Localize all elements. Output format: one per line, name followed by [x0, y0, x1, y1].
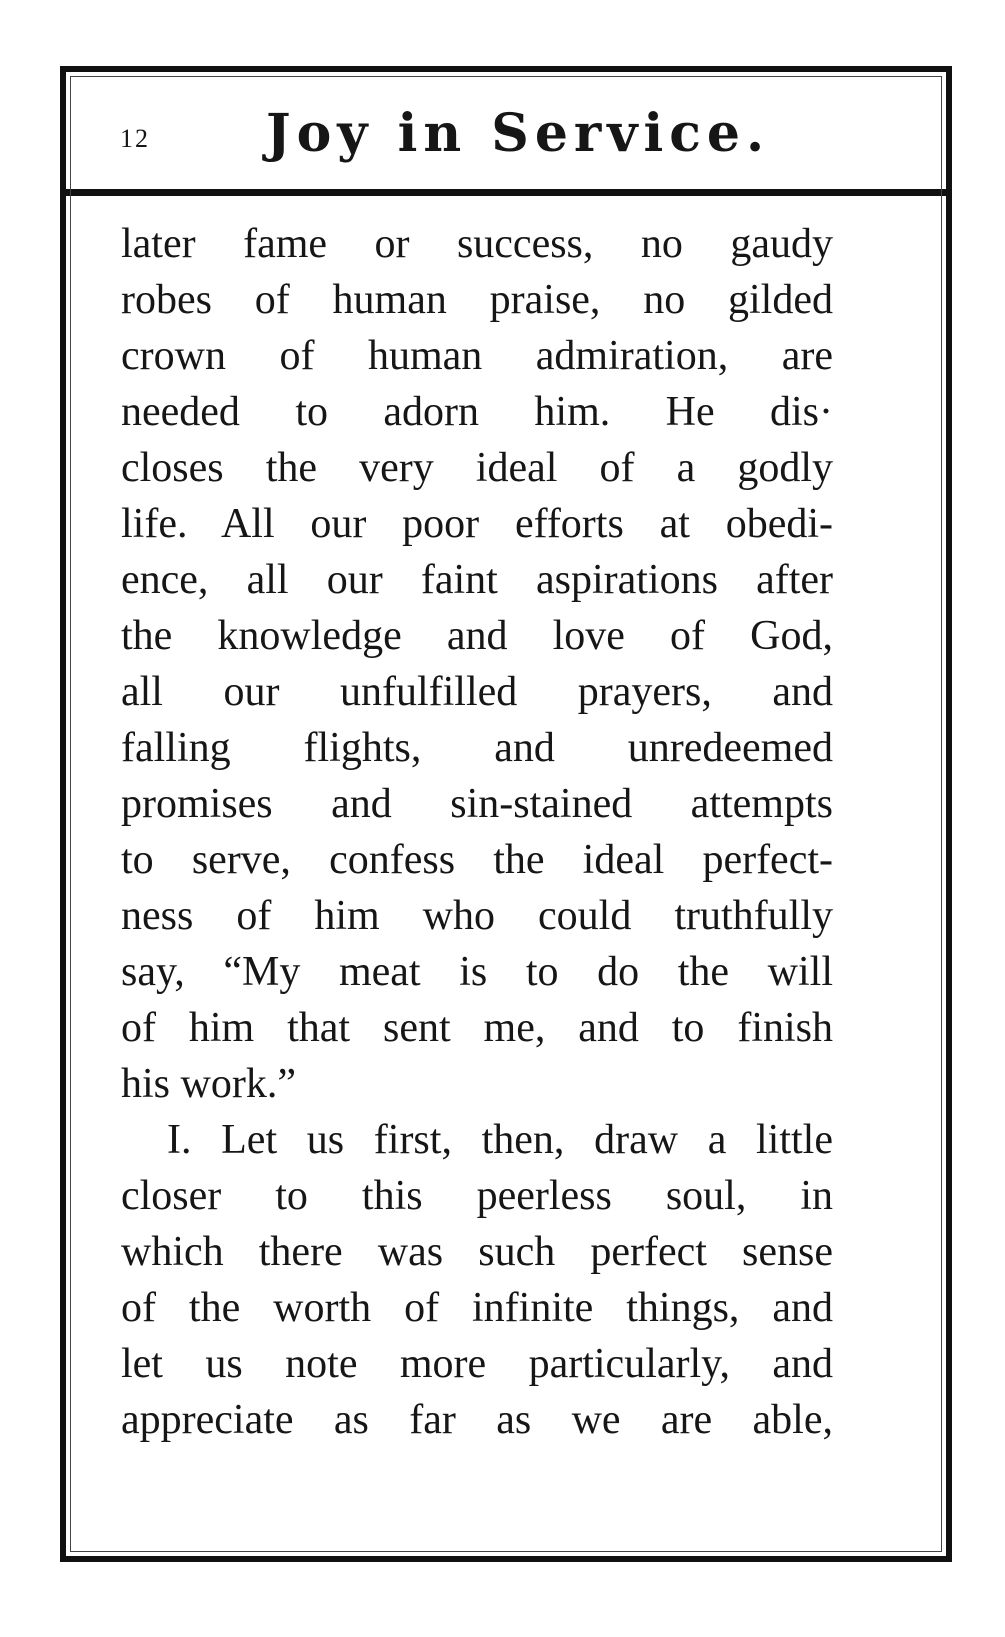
text-line: all our unfulfilled prayers, and [121, 669, 833, 715]
text-line: let us note more particularly, and [121, 1341, 833, 1387]
text-line: promises and sin-stained attempts [121, 781, 833, 827]
text-line: of the worth of infinite things, and [121, 1285, 833, 1331]
text-line: falling flights, and unredeemed [121, 725, 833, 771]
text-line: crown of human admiration, are [121, 333, 833, 379]
running-header [66, 72, 946, 196]
text-line: later fame or success, no gaudy [121, 221, 833, 267]
text-line: needed to adorn him. He dis· [121, 389, 833, 435]
text-line: robes of human praise, no gilded [121, 277, 833, 323]
body-text [121, 216, 833, 1448]
text-line: ness of him who could truthfully [121, 893, 833, 939]
running-title: Joy in Service. [266, 103, 771, 164]
page-number: 12 [120, 124, 150, 153]
text-line: appreciate as far as we are able, [121, 1397, 833, 1443]
text-line: his work.” [121, 1061, 296, 1107]
text-line: closer to this peerless soul, in [121, 1173, 833, 1219]
text-line: which there was such perfect sense [121, 1229, 833, 1275]
text-line: life. All our poor efforts at obedi- [121, 501, 833, 547]
text-line: closes the very ideal of a godly [121, 445, 833, 491]
text-line: say, “My meat is to do the will [121, 949, 833, 995]
text-line: ence, all our faint aspirations after [121, 557, 833, 603]
page-frame [60, 66, 952, 1562]
paragraph-start-line: I. Let us first, then, draw a little [167, 1117, 833, 1163]
text-line: to serve, confess the ideal perfect- [121, 837, 833, 883]
text-line: of him that sent me, and to finish [121, 1005, 833, 1051]
text-line: the knowledge and love of God, [121, 613, 833, 659]
